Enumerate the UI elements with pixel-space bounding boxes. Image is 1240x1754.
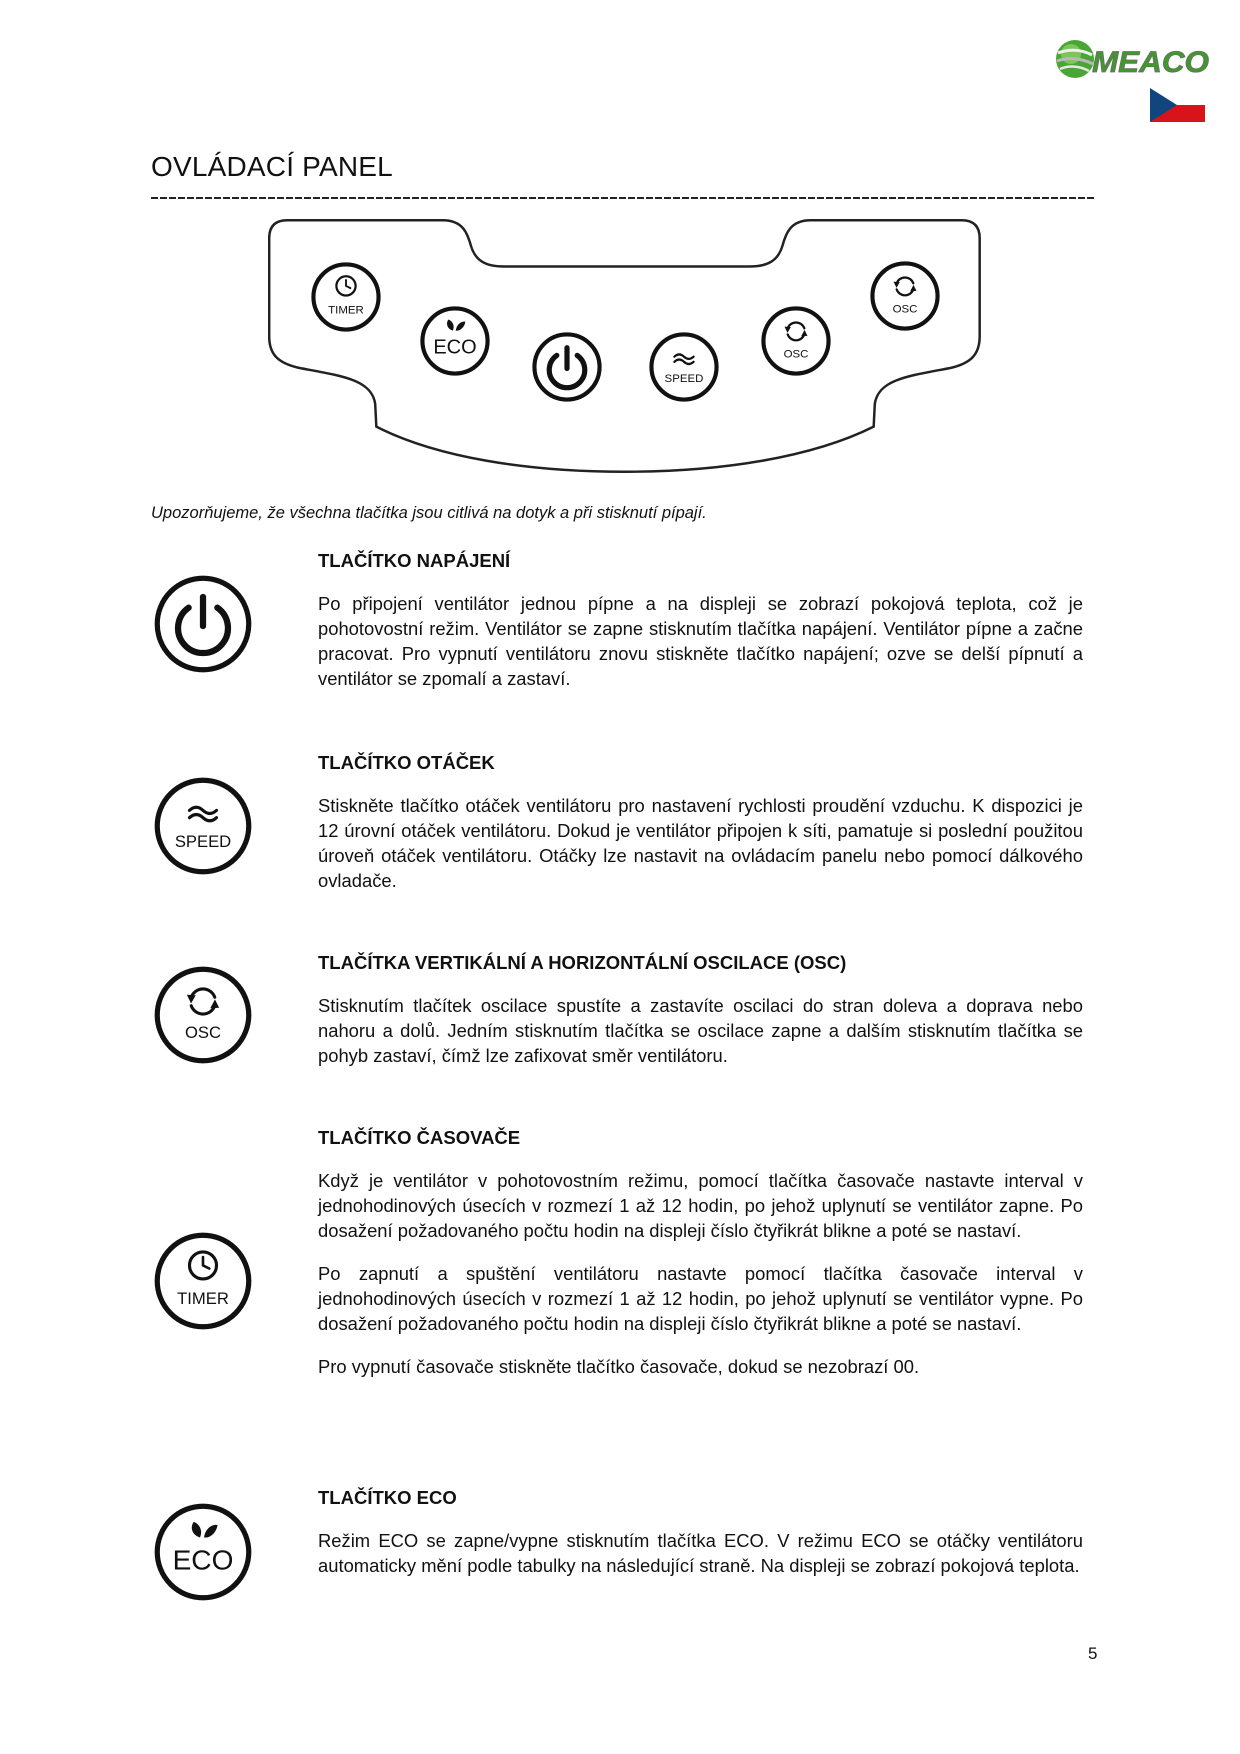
osc-icon-label: OSC <box>184 1022 222 1042</box>
eco-icon-label: ECO <box>172 1544 234 1576</box>
speed-icon-label: SPEED <box>174 831 232 851</box>
section-heading: TLAČÍTKO ČASOVAČE <box>318 1127 521 1148</box>
section-paragraph: Režim ECO se zapne/vypne stisknutím tlačítka ECO. V režimu ECO se otáčky ventilátoru automaticky mění podle tabulky na následující straně. Na displeji se zobrazí pokojová teplota. <box>318 1530 1083 1576</box>
panel-eco-label: ECO <box>433 336 477 359</box>
section-heading: TLAČÍTKO NAPÁJENÍ <box>318 550 511 571</box>
section-timer <box>318 1127 1083 1397</box>
section-paragraph: Stisknutím tlačítek oscilace spustíte a zastavíte oscilaci do stran doleva a doprava nebo nahoru a dolů. Jedním stisknutím tlačítka se oscilace zapne a dalším stisknutím tlačítka se pohyb zastaví, čímž lze zafixovat směr ventilátoru. <box>318 995 1083 1066</box>
section-power-icon <box>151 572 255 676</box>
section-paragraph: Pro vypnutí časovače stiskněte tlačítko časovače, dokud se nezobrazí 00. <box>318 1356 920 1377</box>
panel-timer-label: TIMER <box>328 304 364 317</box>
section-paragraph: Stiskněte tlačítko otáček ventilátoru pro nastavení rychlosti proudění vzduchu. K dispozici je 12 úrovní otáček ventilátoru. Dokud je ventilátor připojen k síti, pamatuje si poslední použitou úroveň otáček ventilátoru. Otáčky lze nastavit na ovládacím panelu nebo pomocí dálkového ovladače. <box>318 795 1083 891</box>
timer-icon-label: TIMER <box>177 1288 229 1308</box>
section-eco-icon <box>151 1500 255 1604</box>
control-panel-outline <box>268 218 982 474</box>
section-heading: TLAČÍTKO OTÁČEK <box>318 752 495 773</box>
section-oscillation <box>318 952 1083 1086</box>
section-heading: TLAČÍTKA VERTIKÁLNÍ A HORIZONTÁLNÍ OSCILACE (OSC) <box>318 952 847 973</box>
czech-flag-icon <box>1150 88 1205 122</box>
panel-speed-button <box>647 330 721 404</box>
section-osc-icon <box>151 963 255 1067</box>
panel-osc-button-2 <box>868 259 942 333</box>
section-paragraph: Po připojení ventilátor jednou pípne a na displeji se zobrazí pokojová teplota, což je pohotovostní režim. Ventilátor se zapne stisknutím tlačítka napájení. Ventilátor pípne a začne pracovat. Pro vypnutí ventilátoru znovu stiskněte tlačítko napájení; ozve se delší pípnutí a ventilátor se zpomalí a zastaví. <box>318 593 1083 689</box>
panel-osc-label-1: OSC <box>783 348 809 361</box>
dashed-divider <box>151 197 1094 199</box>
panel-osc-label-2: OSC <box>892 303 918 316</box>
section-paragraph: Po zapnutí a spuštění ventilátoru nastavte pomocí tlačítka časovače interval v jednohodinových úsecích v rozmezí 1 až 12 hodin, po jehož uplynutí se ventilátor vypne. Po dosažení požadovaného počtu hodin na displeji číslo čtyřikrát blikne a poté se nastaví. <box>318 1263 1083 1334</box>
section-heading: TLAČÍTKO ECO <box>318 1487 457 1508</box>
section-timer-icon <box>151 1229 255 1333</box>
page-number: 5 <box>1088 1644 1098 1663</box>
section-eco <box>318 1487 1083 1596</box>
page-title: OVLÁDACÍ PANEL <box>151 151 393 182</box>
meaco-logo <box>1054 36 1212 82</box>
panel-eco-button <box>418 304 492 378</box>
panel-osc-button-1 <box>759 304 833 378</box>
section-speed-icon <box>151 774 255 878</box>
section-speed <box>318 752 1083 911</box>
logo-wordmark: MEACO <box>1092 46 1209 79</box>
panel-speed-label: SPEED <box>664 372 704 385</box>
touch-note: Upozorňujeme, že všechna tlačítka jsou citlivá na dotyk a při stisknutí pípají. <box>151 504 707 522</box>
panel-timer-button <box>309 260 383 334</box>
section-power <box>318 550 1083 709</box>
section-paragraph: Když je ventilátor v pohotovostním režimu, pomocí tlačítka časovače nastavte interval v jednohodinových úsecích v rozmezí 1 až 12 hodin, po jehož uplynutí se ventilátor zapne. Po dosažení požadovaného počtu hodin na displeji číslo čtyřikrát blikne a poté se nastaví. <box>318 1170 1083 1241</box>
panel-power-button <box>530 330 604 404</box>
meaco-globe-icon <box>1056 40 1094 78</box>
